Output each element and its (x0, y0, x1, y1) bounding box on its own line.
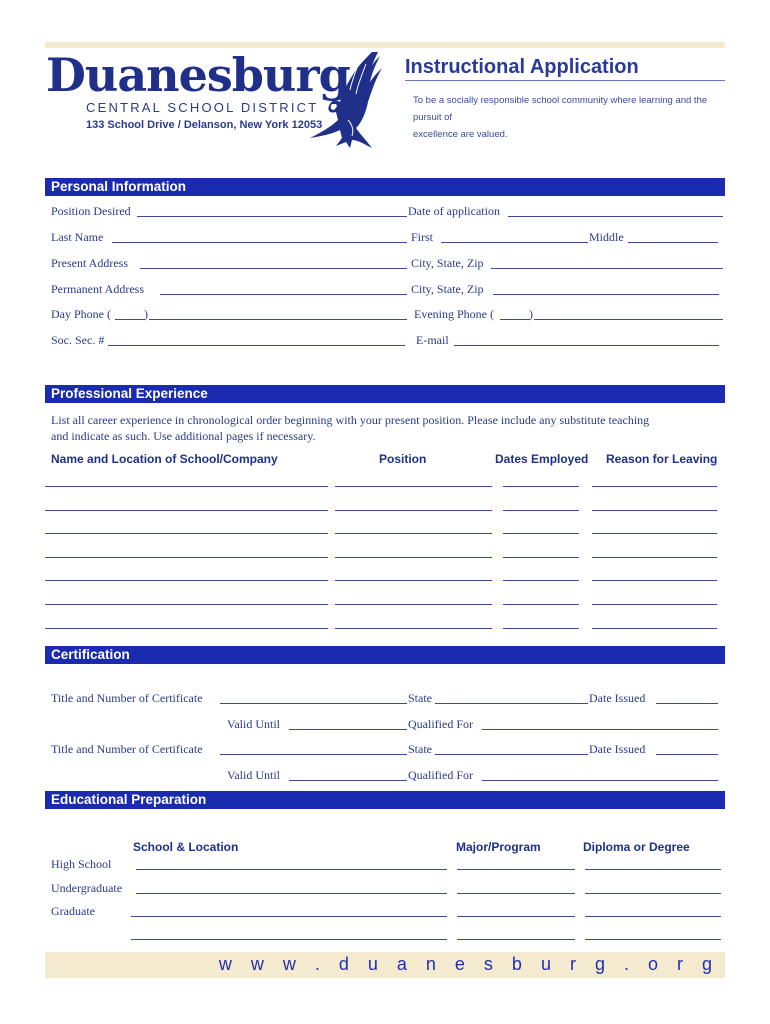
field-position[interactable] (335, 557, 492, 558)
field-dates-employed[interactable] (503, 510, 579, 511)
column-position: Position (379, 452, 427, 466)
field-position[interactable] (335, 510, 492, 511)
field-position[interactable] (335, 580, 492, 581)
label-state-2: State (408, 742, 432, 756)
field-high-school-degree[interactable] (585, 869, 721, 870)
field-position[interactable] (335, 604, 492, 605)
field-qualified-for-2[interactable] (482, 780, 718, 781)
label-valid-until-2: Valid Until (227, 768, 280, 782)
mission-line: excellence are valued. (413, 129, 508, 140)
field-permanent-address[interactable] (160, 294, 407, 295)
field-position[interactable] (335, 533, 492, 534)
district-logo-name: Duanesburg (46, 48, 350, 102)
field-permanent-city-state-zip[interactable] (493, 294, 719, 295)
label-day-phone: Day Phone ( (51, 307, 111, 321)
field-dates-employed[interactable] (503, 580, 579, 581)
field-position-desired[interactable] (137, 216, 407, 217)
label-high-school: High School (51, 857, 112, 871)
instructions-line: List all career experience in chronological order beginning with your present position. Please include any substitute teaching (51, 413, 650, 427)
field-reason-for-leaving[interactable] (592, 628, 717, 629)
column-diploma-degree: Diploma or Degree (583, 840, 690, 854)
label-present-city-state-zip: City, State, Zip (411, 256, 484, 270)
column-reason-for-leaving: Reason for Leaving (606, 452, 718, 466)
label-present-address: Present Address (51, 256, 128, 270)
field-reason-for-leaving[interactable] (592, 604, 717, 605)
field-school-company[interactable] (45, 486, 328, 487)
field-day-phone-area-code[interactable] (115, 319, 145, 320)
eagle-logo-icon (302, 50, 394, 150)
field-extra-school[interactable] (131, 939, 447, 940)
section-certification: Certification (45, 646, 725, 664)
field-undergraduate-degree[interactable] (585, 893, 721, 894)
column-school-company: Name and Location of School/Company (51, 452, 278, 466)
label-state-1: State (408, 691, 432, 705)
label-email: E-mail (416, 333, 449, 347)
field-dates-employed[interactable] (503, 628, 579, 629)
label-undergraduate: Undergraduate (51, 881, 123, 895)
label-first-name: First (411, 230, 434, 244)
field-reason-for-leaving[interactable] (592, 510, 717, 511)
field-reason-for-leaving[interactable] (592, 580, 717, 581)
label-qualified-for-1: Qualified For (408, 717, 473, 731)
field-state-2[interactable] (435, 754, 588, 755)
field-dates-employed[interactable] (503, 604, 579, 605)
title-rule (405, 80, 725, 81)
field-extra-major[interactable] (457, 939, 575, 940)
field-graduate-school[interactable] (131, 916, 447, 917)
label-social-security: Soc. Sec. # (51, 333, 105, 347)
field-date-issued-1[interactable] (656, 703, 718, 704)
district-logo-subtitle: CENTRAL SCHOOL DISTRICT (86, 100, 319, 115)
field-last-name[interactable] (112, 242, 407, 243)
field-graduate-degree[interactable] (585, 916, 721, 917)
field-school-company[interactable] (45, 604, 328, 605)
field-school-company[interactable] (45, 628, 328, 629)
label-middle-name: Middle (589, 230, 624, 244)
field-reason-for-leaving[interactable] (592, 486, 717, 487)
field-reason-for-leaving[interactable] (592, 533, 717, 534)
field-date-issued-2[interactable] (656, 754, 718, 755)
field-qualified-for-1[interactable] (482, 729, 718, 730)
field-evening-phone-area-code[interactable] (500, 319, 530, 320)
section-personal-information: Personal Information (45, 178, 725, 196)
field-valid-until-1[interactable] (289, 729, 407, 730)
label-certificate-title-2: Title and Number of Certificate (51, 742, 203, 756)
label-date-issued-2: Date Issued (589, 742, 646, 756)
footer-website: w w w . d u a n e s b u r g . o r g (218, 954, 719, 974)
field-school-company[interactable] (45, 557, 328, 558)
section-educational-preparation: Educational Preparation (45, 791, 725, 809)
column-school-location: School & Location (133, 840, 239, 854)
mission-statement (413, 92, 723, 143)
label-permanent-address: Permanent Address (51, 282, 144, 296)
field-graduate-major[interactable] (457, 916, 575, 917)
field-school-company[interactable] (45, 510, 328, 511)
field-high-school-school[interactable] (136, 869, 447, 870)
field-present-address[interactable] (140, 268, 407, 269)
field-high-school-major[interactable] (457, 869, 575, 870)
field-evening-phone[interactable] (534, 319, 723, 320)
label-evening-phone: Evening Phone ( (414, 307, 494, 321)
field-position[interactable] (335, 628, 492, 629)
field-first-name[interactable] (441, 242, 588, 243)
label-evening-phone-close: ) (529, 307, 533, 321)
field-position[interactable] (335, 486, 492, 487)
field-day-phone[interactable] (149, 319, 407, 320)
field-undergraduate-school[interactable] (136, 893, 447, 894)
field-dates-employed[interactable] (503, 533, 579, 534)
field-state-1[interactable] (435, 703, 588, 704)
label-position-desired: Position Desired (51, 204, 131, 218)
field-dates-employed[interactable] (503, 486, 579, 487)
field-middle-name[interactable] (628, 242, 718, 243)
field-social-security[interactable] (108, 345, 405, 346)
footer-band (45, 952, 725, 978)
label-permanent-city-state-zip: City, State, Zip (411, 282, 484, 296)
label-day-phone-close: ) (144, 307, 148, 321)
experience-instructions (51, 412, 726, 444)
field-valid-until-2[interactable] (289, 780, 407, 781)
section-professional-experience: Professional Experience (45, 385, 725, 403)
field-date-of-application[interactable] (508, 216, 723, 217)
application-title: Instructional Application (405, 56, 639, 78)
field-present-city-state-zip[interactable] (491, 268, 723, 269)
label-date-issued-1: Date Issued (589, 691, 646, 705)
label-valid-until-1: Valid Until (227, 717, 280, 731)
field-undergraduate-major[interactable] (457, 893, 575, 894)
district-address: 133 School Drive / Delanson, New York 12053 (86, 119, 323, 131)
label-last-name: Last Name (51, 230, 104, 244)
field-dates-employed[interactable] (503, 557, 579, 558)
label-graduate: Graduate (51, 904, 95, 918)
field-certificate-title-1[interactable] (220, 703, 407, 704)
column-dates-employed: Dates Employed (495, 452, 589, 466)
field-extra-degree[interactable] (585, 939, 721, 940)
field-certificate-title-2[interactable] (220, 754, 407, 755)
label-certificate-title-1: Title and Number of Certificate (51, 691, 203, 705)
field-email[interactable] (454, 345, 719, 346)
column-major-program: Major/Program (456, 840, 541, 854)
label-date-of-application: Date of application (408, 204, 500, 218)
field-school-company[interactable] (45, 533, 328, 534)
mission-line: To be a socially responsible school community where learning and the pursuit of (413, 95, 708, 123)
instructions-line: and indicate as such. Use additional pages if necessary. (51, 429, 316, 443)
field-school-company[interactable] (45, 580, 328, 581)
field-reason-for-leaving[interactable] (592, 557, 717, 558)
label-qualified-for-2: Qualified For (408, 768, 473, 782)
